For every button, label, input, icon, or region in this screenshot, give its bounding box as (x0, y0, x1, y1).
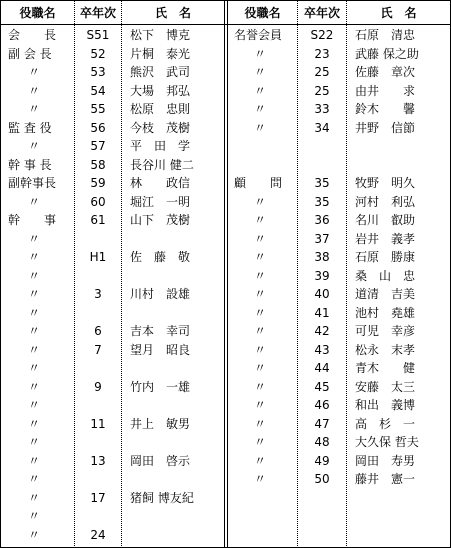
left-year-cell: 55 (90, 102, 106, 116)
right-role-cell: 〃 (253, 305, 266, 320)
left-year-cell: 61 (90, 213, 106, 227)
right-role-cell (234, 526, 294, 544)
left-role-cell: 副幹事長 (8, 176, 57, 190)
right-role-cell: 〃 (253, 287, 266, 301)
left-year-cell: H1 (89, 250, 107, 264)
right-name-cell: 藤井 憲一 (355, 472, 416, 486)
left-name-cell (130, 359, 216, 377)
left-role-cell: 〃 (27, 65, 40, 79)
right-name-cell: 池村 堯雄 (355, 305, 416, 320)
right-role-cell: 〃 (253, 194, 266, 209)
left-name-cell: 望月 昭良 (130, 342, 191, 357)
left-name-cell: 堀江 一明 (130, 194, 191, 209)
left-name-cell: 松下 博克 (130, 28, 191, 42)
left-year-cell: 6 (94, 324, 102, 338)
left-year-cell: S51 (86, 28, 110, 42)
left-year-cell (75, 359, 121, 377)
left-year-cell: 58 (90, 157, 106, 172)
right-name-cell: 石原 勝康 (355, 250, 416, 264)
right-year-cell: 35 (314, 176, 330, 190)
right-year-cell: 33 (314, 102, 330, 116)
left-role-cell: 〃 (27, 435, 40, 449)
right-name-cell: 和出 義博 (355, 398, 416, 412)
left-role-cell: 〃 (27, 342, 40, 357)
left-role-cell: 〃 (27, 527, 40, 542)
right-role-cell: 〃 (253, 342, 266, 357)
right-year-cell: 40 (314, 287, 330, 301)
left-role-cell: 監 査 役 (8, 120, 52, 135)
left-name-header: 氏 名 (154, 6, 191, 20)
right-name-cell: 井野 信節 (355, 120, 416, 135)
right-role-cell: 〃 (253, 46, 266, 61)
left-year-cell: 54 (90, 83, 106, 98)
right-year-cell: 38 (314, 250, 330, 264)
left-role-cell: 〃 (27, 361, 40, 375)
right-year-cell (298, 507, 346, 525)
right-name-divider (346, 0, 347, 548)
left-year-cell: 52 (90, 46, 106, 61)
right-role-cell: 〃 (253, 379, 266, 394)
right-role-cell: 〃 (253, 213, 266, 227)
right-role-cell: 〃 (253, 453, 266, 468)
left-name-cell (130, 526, 216, 544)
left-year-cell (75, 267, 121, 285)
right-name-cell: 鈴木 馨 (355, 102, 416, 116)
left-year-cell: 7 (94, 342, 102, 357)
left-role-cell: 〃 (27, 398, 40, 412)
left-role-cell: 〃 (27, 416, 40, 431)
right-role-cell (234, 156, 294, 174)
right-year-header: 卒年次 (303, 6, 340, 20)
right-role-cell: 〃 (253, 398, 266, 412)
left-name-cell: 林 政信 (130, 176, 191, 190)
left-name-cell (130, 304, 216, 322)
left-role-cell: 〃 (27, 509, 40, 523)
right-name-header: 氏 名 (380, 6, 417, 20)
right-name-cell (355, 156, 442, 174)
left-name-cell: 吉本 幸司 (130, 324, 191, 338)
left-name-cell (130, 433, 216, 451)
right-role-cell: 〃 (253, 120, 266, 135)
right-year-cell (298, 489, 346, 507)
right-name-cell (355, 526, 442, 544)
right-role-cell: 〃 (253, 324, 266, 338)
right-role-cell (234, 137, 294, 155)
left-name-cell: 今枝 茂樹 (130, 120, 191, 135)
right-year-cell (298, 526, 346, 544)
right-year-cell (298, 137, 346, 155)
right-role-cell: 〃 (253, 416, 266, 431)
left-name-cell: 岡田 啓示 (130, 453, 191, 468)
right-role-cell (234, 489, 294, 507)
right-year-cell: 48 (314, 435, 330, 449)
left-year-cell (75, 304, 121, 322)
right-role-cell: 名誉会員 (234, 28, 283, 42)
right-year-cell (298, 156, 346, 174)
left-role-cell: 〃 (27, 287, 40, 301)
left-year-cell: 53 (90, 65, 106, 79)
right-year-cell: 34 (314, 120, 330, 135)
left-role-cell: 〃 (27, 231, 40, 246)
left-name-divider (121, 0, 122, 548)
right-year-cell: 25 (314, 83, 330, 98)
right-year-cell: 35 (314, 194, 330, 209)
left-role-cell: 〃 (27, 102, 40, 116)
right-role-cell (234, 507, 294, 525)
right-year-cell: 50 (314, 472, 330, 486)
left-year-cell: 57 (90, 139, 106, 153)
right-year-cell: 49 (314, 453, 330, 468)
left-name-cell: 竹内 一雄 (130, 379, 191, 394)
left-role-cell: 〃 (27, 305, 40, 320)
right-name-cell: 石原 清忠 (355, 28, 416, 42)
right-name-cell: 桑 山 忠 (355, 268, 416, 283)
right-role-cell: 〃 (253, 268, 266, 283)
right-name-cell: 青木 健 (355, 361, 416, 375)
left-name-cell (130, 470, 216, 488)
left-name-cell: 熊沢 武司 (130, 65, 191, 79)
left-role-cell: 幹 事 長 (8, 157, 52, 172)
left-year-cell: 17 (90, 490, 106, 505)
left-year-cell: 3 (94, 287, 102, 301)
left-role-cell: 〃 (27, 194, 40, 209)
left-role-cell: 〃 (27, 379, 40, 394)
right-name-cell: 牧野 明久 (355, 176, 416, 190)
left-year-cell (75, 470, 121, 488)
right-role-cell: 〃 (253, 83, 266, 98)
right-name-cell: 可児 幸彦 (355, 324, 416, 338)
right-year-cell: 39 (314, 268, 330, 283)
left-year-cell: 59 (90, 176, 106, 190)
left-year-cell: 56 (90, 120, 106, 135)
left-role-cell: 〃 (27, 490, 40, 505)
left-role-cell: 〃 (27, 139, 40, 153)
left-year-cell (75, 433, 121, 451)
left-name-cell: 長谷川 健二 (130, 157, 194, 172)
right-year-cell: 43 (314, 342, 330, 357)
right-role-cell: 〃 (253, 65, 266, 79)
right-year-cell: 37 (314, 231, 330, 246)
right-role-cell: 〃 (253, 231, 266, 246)
left-role-cell: 〃 (27, 250, 40, 264)
right-year-cell: 45 (314, 379, 330, 394)
right-name-cell: 安藤 太三 (355, 379, 416, 394)
right-name-cell (355, 489, 442, 507)
right-role-cell: 〃 (253, 472, 266, 486)
right-role-cell: 〃 (253, 435, 266, 449)
left-role-cell: 副 会 長 (8, 46, 52, 61)
right-role-cell: 〃 (253, 102, 266, 116)
left-role-cell: 会 長 (8, 28, 57, 42)
right-name-cell (355, 137, 442, 155)
center-divider (224, 0, 228, 548)
right-role-cell: 顧 問 (234, 176, 283, 190)
left-year-cell: 9 (94, 379, 102, 394)
right-name-cell: 武藤 保之助 (355, 46, 419, 61)
left-year-cell (75, 396, 121, 414)
right-role-cell: 〃 (253, 250, 266, 264)
right-year-cell: S22 (310, 28, 334, 42)
left-name-cell (130, 230, 216, 248)
left-name-cell: 大場 邦弘 (130, 83, 191, 98)
left-role-cell: 〃 (27, 472, 40, 486)
left-name-cell: 井上 敏男 (130, 416, 191, 431)
left-year-cell: 11 (90, 416, 106, 431)
left-name-cell: 松原 忠則 (130, 102, 191, 116)
left-name-cell (130, 507, 216, 525)
left-year-cell (75, 507, 121, 525)
left-role-cell: 〃 (27, 324, 40, 338)
left-name-cell: 川村 設雄 (130, 287, 191, 301)
left-role-cell: 〃 (27, 83, 40, 98)
right-name-cell: 河村 利弘 (355, 194, 416, 209)
left-year-cell: 60 (90, 194, 106, 209)
left-role-cell: 〃 (27, 268, 40, 283)
right-name-cell: 由井 求 (355, 83, 416, 98)
left-name-cell (130, 267, 216, 285)
left-role-cell: 幹 事 (8, 213, 57, 227)
right-year-cell: 36 (314, 213, 330, 227)
left-year-header: 卒年次 (79, 6, 116, 20)
right-name-cell: 佐藤 章次 (355, 65, 416, 79)
right-year-cell: 46 (314, 398, 330, 412)
left-name-cell: 佐 藤 敬 (130, 250, 191, 264)
right-role-header: 役職名 (244, 6, 281, 20)
right-name-cell: 岡田 寿男 (355, 453, 416, 468)
right-name-cell: 大久保 哲夫 (355, 435, 419, 449)
left-name-cell: 山下 茂樹 (130, 213, 191, 227)
right-year-cell: 23 (314, 46, 330, 61)
right-year-cell: 47 (314, 416, 330, 431)
left-name-cell: 猪飼 博友紀 (130, 490, 194, 505)
left-year-cell: 24 (90, 527, 106, 542)
right-year-cell: 42 (314, 324, 330, 338)
right-year-cell: 25 (314, 65, 330, 79)
left-name-cell (130, 396, 216, 414)
right-role-cell: 〃 (253, 361, 266, 375)
right-year-cell: 41 (314, 305, 330, 320)
right-name-cell: 松永 末孝 (355, 342, 416, 357)
left-name-cell: 平 田 学 (130, 139, 191, 153)
left-role-header: 役職名 (19, 6, 56, 20)
left-year-cell (75, 230, 121, 248)
right-name-cell (355, 507, 442, 525)
left-role-cell: 〃 (27, 453, 40, 468)
right-name-cell: 高 杉 一 (355, 416, 416, 431)
left-year-cell: 13 (90, 453, 106, 468)
right-name-cell: 岩井 義孝 (355, 231, 416, 246)
right-name-cell: 名川 叡助 (355, 213, 416, 227)
right-year-cell: 44 (314, 361, 330, 375)
left-name-cell: 片桐 泰光 (130, 46, 191, 61)
right-name-cell: 道清 吉美 (355, 287, 416, 301)
